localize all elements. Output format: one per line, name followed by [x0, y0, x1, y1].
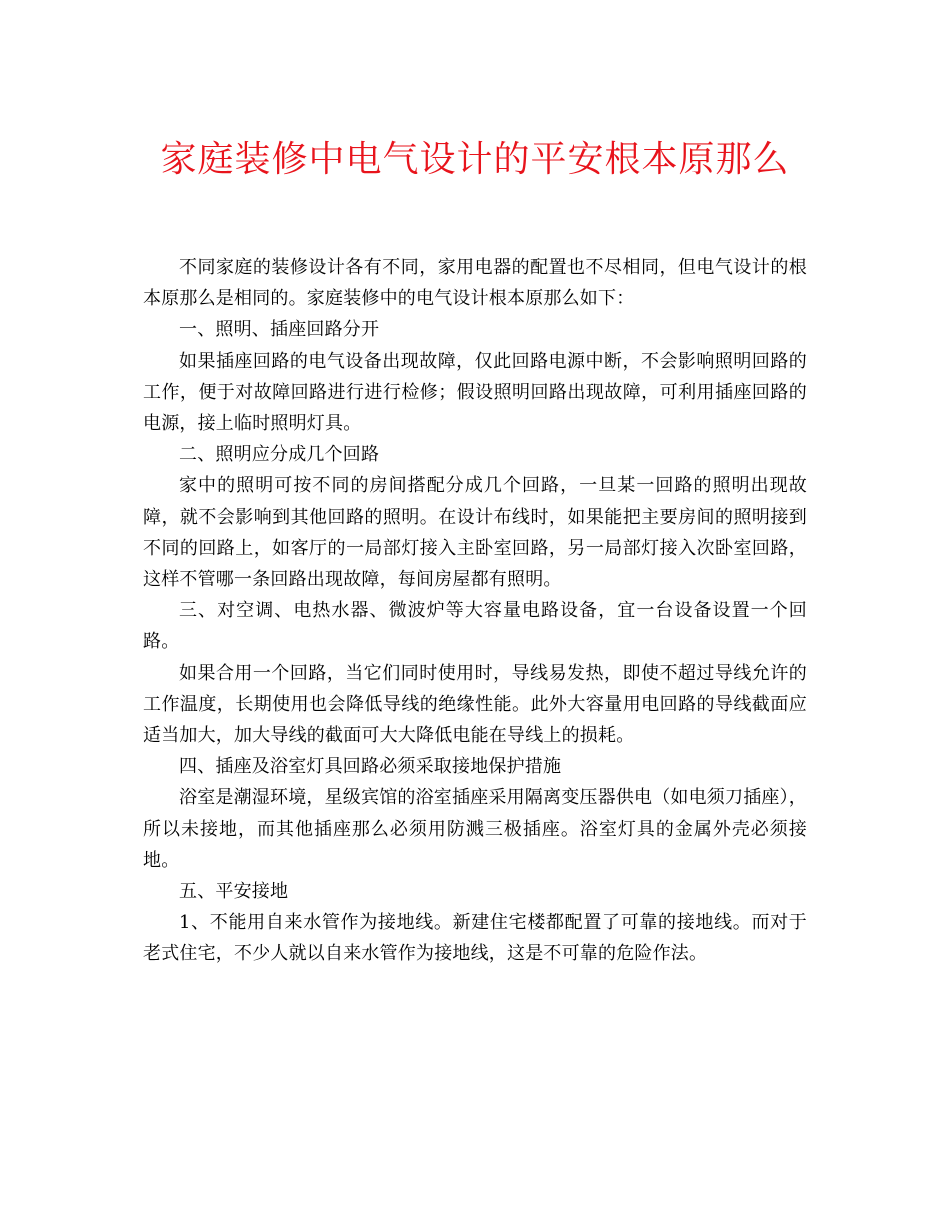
paragraph-section-4: 浴室是潮湿环境，星级宾馆的浴室插座采用隔离变压器供电（如电须刀插座），所以未接地，而其他插座那么必须用防溅三极插座。浴室灯具的金属外壳必须接地。 — [143, 787, 807, 871]
heading-section-1: 一、照明、插座回路分开 — [179, 319, 380, 341]
heading-section-3: 三、对空调、电热水器、微波炉等大容量电路设备，宜一台设备设置一个回路。 — [143, 600, 807, 653]
paragraph-section-1: 如果插座回路的电气设备出现故障，仅此回路电源中断，不会影响照明回路的工作，便于对故障回路进行进行检修；假设照明回路出现故障，可利用插座回路的电源，接上临时照明灯具。 — [143, 350, 807, 435]
heading-section-5: 五、平安接地 — [179, 881, 289, 903]
document-body — [143, 252, 807, 970]
paragraph-section-3: 如果合用一个回路，当它们同时使用时，导线易发热，即使不超过导线允许的工作温度，长期使用也会降低导线的绝缘性能。此外大容量用电回路的导线截面应适当加大，加大导线的截面可大大降低电能在导线上的损耗。 — [143, 662, 807, 747]
paragraph-section-5-item-1: 1、不能用自来水管作为接地线。新建住宅楼都配置了可靠的接地线。而对于老式住宅，不少人就以自来水管作为接地线，这是不可靠的危险作法。 — [143, 912, 807, 965]
document-title: 家庭装修中电气设计的平安根本原那么 — [160, 139, 790, 180]
heading-section-4: 四、插座及浴室灯具回路必须采取接地保护措施 — [179, 756, 562, 778]
paragraph-section-2: 家中的照明可按不同的房间搭配分成几个回路，一旦某一回路的照明出现故障，就不会影响到其他回路的照明。在设计布线时，如果能把主要房间的照明接到不同的回路上，如客厅的一局部灯接入主卧室回路，另一局部灯接入次卧室回路，这样不管哪一条回路出现故障，每间房屋都有照明。 — [143, 475, 807, 591]
heading-section-2: 二、照明应分成几个回路 — [179, 444, 380, 466]
paragraph-intro: 不同家庭的装修设计各有不同，家用电器的配置也不尽相同，但电气设计的根本原那么是相同的。家庭装修中的电气设计根本原那么如下： — [143, 257, 807, 310]
